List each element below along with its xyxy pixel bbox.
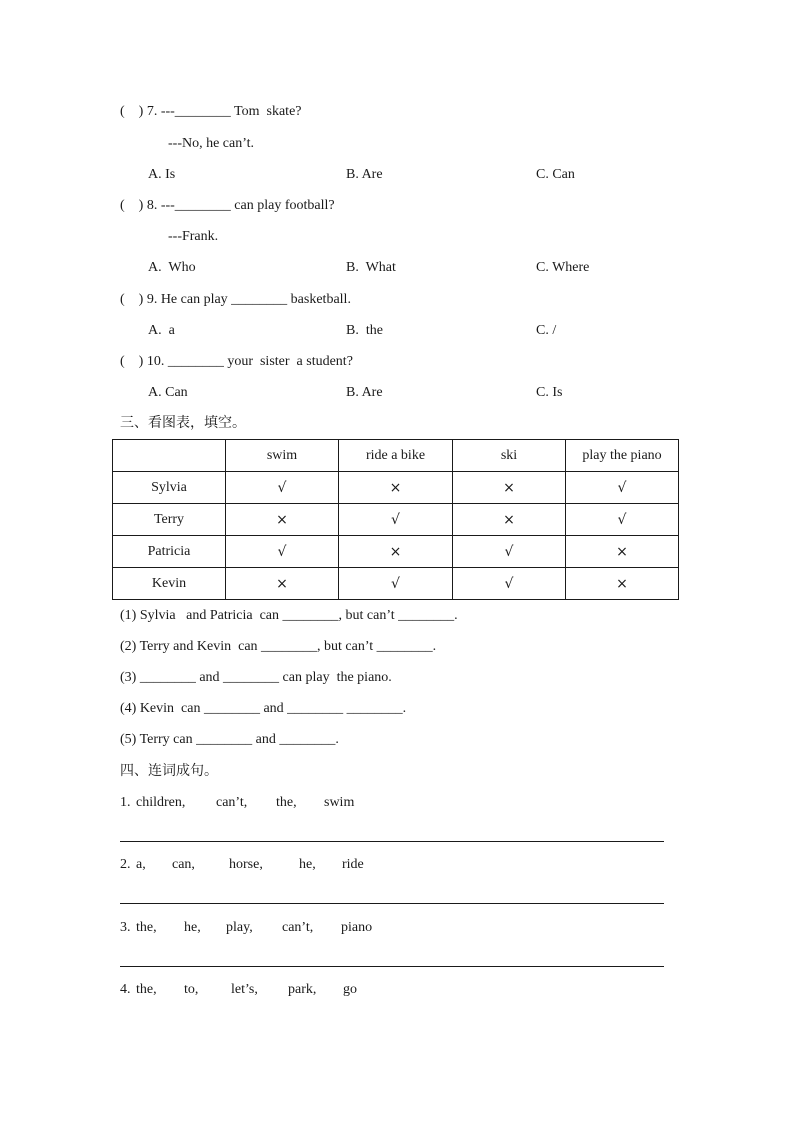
answer-line [120, 903, 664, 904]
item-1-number: 1. [120, 795, 131, 810]
mark-cell: √ [453, 568, 566, 600]
word: a, [136, 857, 146, 872]
table-header-cell: ride a bike [339, 440, 453, 472]
question-8-option-a: A. Who [148, 260, 196, 275]
mark-cell: × [453, 472, 566, 504]
word: park, [288, 982, 317, 997]
section-3-heading: 三、看图表，填空。 [120, 415, 246, 431]
word: to, [184, 982, 199, 997]
question-9-stem: ( ) 9. He can play ________ basketball. [120, 292, 351, 307]
mark-cell: × [339, 472, 453, 504]
question-8-stem: ( ) 8. ---________ can play football? [120, 198, 335, 213]
question-9-option-a: A. a [148, 323, 175, 338]
word: play, [226, 920, 253, 935]
word: let’s, [231, 982, 258, 997]
question-7-option-b: B. Are [346, 167, 383, 182]
item-3-number: 3. [120, 920, 131, 935]
question-7-option-a: A. Is [148, 167, 176, 182]
row-name: Sylvia [113, 472, 226, 504]
question-7-option-c: C. Can [536, 167, 575, 182]
row-name: Patricia [113, 536, 226, 568]
table-header-row [113, 440, 679, 472]
word: the, [136, 920, 157, 935]
answer-line [120, 966, 664, 967]
question-10-option-c: C. Is [536, 385, 563, 400]
mark-cell: √ [566, 472, 679, 504]
table-header-cell: swim [226, 440, 339, 472]
question-7-stem: ( ) 7. ---________ Tom skate? [120, 104, 302, 119]
mark-cell: √ [226, 472, 339, 504]
mark-cell: √ [339, 568, 453, 600]
answer-line [120, 841, 664, 842]
question-7-reply: ---No, he can’t. [168, 136, 255, 151]
word: piano [341, 920, 373, 935]
question-8-option-c: C. Where [536, 260, 590, 275]
table-row [113, 472, 679, 504]
mark-cell: √ [339, 504, 453, 536]
question-8-option-b: B. What [346, 260, 396, 275]
word: the, [136, 982, 157, 997]
question-10-stem: ( ) 10. ________ your sister a student? [120, 354, 353, 369]
word: children, [136, 795, 186, 810]
fill-sentence-4: (4) Kevin can ________ and ________ ________. [120, 701, 407, 716]
table-row [113, 536, 679, 568]
mark-cell: × [339, 536, 453, 568]
mark-cell: × [453, 504, 566, 536]
mark-cell: × [226, 568, 339, 600]
mark-cell: √ [566, 504, 679, 536]
table-row [113, 504, 679, 536]
word: can’t, [216, 795, 248, 810]
question-9-option-c: C. / [536, 323, 557, 338]
fill-sentence-5: (5) Terry can ________ and ________. [120, 732, 339, 747]
word: swim [324, 795, 355, 810]
table-header-cell: ski [453, 440, 566, 472]
section-4-heading: 四、连词成句。 [120, 763, 218, 779]
mark-cell: √ [226, 536, 339, 568]
table-row [113, 568, 679, 600]
question-10-option-a: A. Can [148, 385, 188, 400]
word: the, [276, 795, 297, 810]
mark-cell: × [566, 568, 679, 600]
question-10-option-b: B. Are [346, 385, 383, 400]
question-9-option-b: B. the [346, 323, 383, 338]
table-header-cell: play the piano [566, 440, 679, 472]
word: go [343, 982, 357, 997]
fill-sentence-2: (2) Terry and Kevin can ________, but can’t ________. [120, 639, 437, 654]
item-4-number: 4. [120, 982, 131, 997]
word: ride [342, 857, 364, 872]
fill-sentence-3: (3) ________ and ________ can play the piano. [120, 670, 392, 685]
word: horse, [229, 857, 263, 872]
mark-cell: × [226, 504, 339, 536]
word: can, [172, 857, 195, 872]
table-header-cell [113, 440, 226, 472]
ability-table [112, 439, 679, 600]
row-name: Terry [113, 504, 226, 536]
word: he, [299, 857, 316, 872]
mark-cell: × [566, 536, 679, 568]
item-2-number: 2. [120, 857, 131, 872]
fill-sentence-1: (1) Sylvia and Patricia can ________, but can’t ________. [120, 608, 458, 623]
row-name: Kevin [113, 568, 226, 600]
mark-cell: √ [453, 536, 566, 568]
word: he, [184, 920, 201, 935]
question-8-reply: ---Frank. [168, 229, 219, 244]
word: can’t, [282, 920, 314, 935]
